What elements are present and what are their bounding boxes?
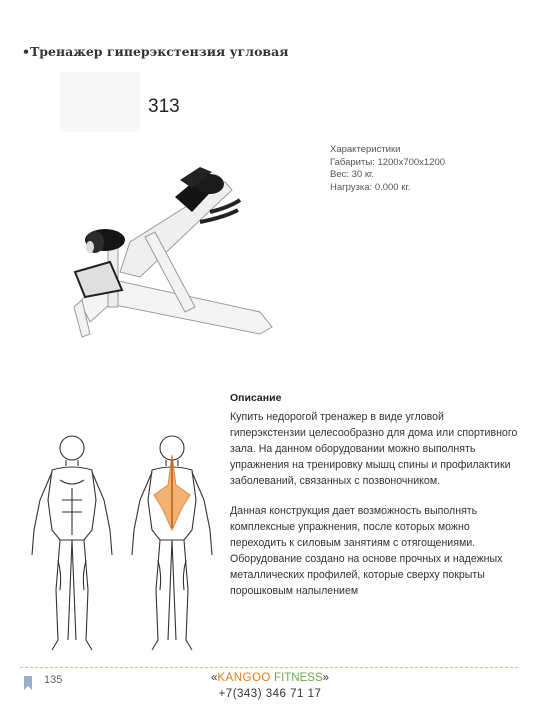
brand-name (0, 672, 540, 684)
page-title: •Тренажер гиперэкстензия угловая (22, 44, 289, 59)
specs-heading: Характеристики (330, 144, 401, 155)
description-body (230, 409, 520, 613)
spec-dimensions: Габариты: 1200х700х1200 (330, 156, 446, 168)
page-number: 135 (44, 674, 63, 686)
description-heading: Описание (230, 392, 282, 404)
hyperextension-bench-image (60, 72, 300, 377)
model-number: 313 (148, 96, 180, 117)
footer-divider (20, 667, 518, 668)
spec-weight: Вес: 30 кг. (330, 169, 374, 180)
brand-fitness: FITNESS (270, 672, 323, 684)
spec-load: Нагрузка: 0.000 кг. (330, 181, 411, 193)
description-paragraph: Данная конструкция дает возможность выполнять комплексные упражнения, после которых можно переходить к силовым занятиям с отягощениями. Оборудование создано на основе прочных и надежных металлических профилей, которые сверху покрыты порошковым напылением (230, 505, 503, 597)
muscle-anatomy-image (22, 430, 222, 655)
brand-quote-close: » (322, 672, 330, 684)
brand-kangoo: KANGOO (217, 672, 271, 684)
phone-number: +7(343) 346 71 17 (218, 688, 322, 700)
brand-quote-open: « (210, 672, 218, 684)
specifications (330, 144, 445, 194)
description-paragraph: Купить недорогой тренажер в виде угловой гиперэкстензии целесообразно для дома или спортивного зала. На данном оборудовании можно выполнять упражнения на тренировку мышц спины и профилактики заболеваний, связанных с позвоночником. (230, 411, 518, 487)
